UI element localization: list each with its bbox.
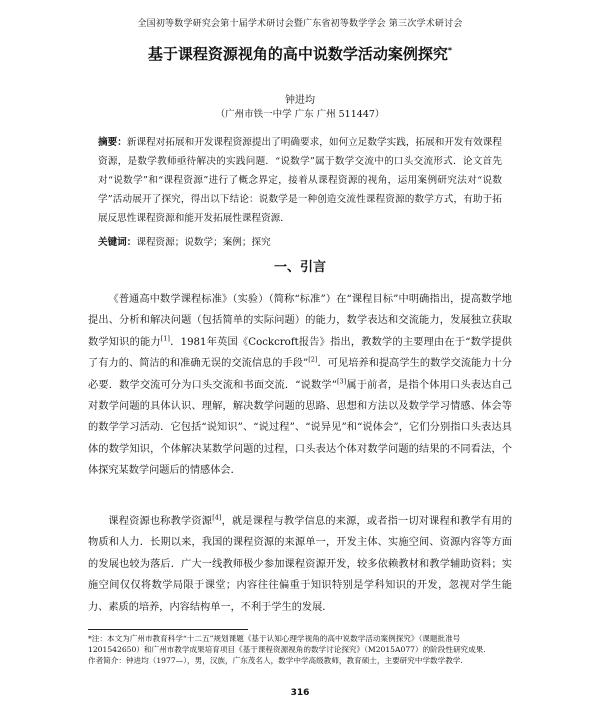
keywords-label: 关键词： — [98, 237, 137, 248]
p2-text-b: ，就是课程与教学信息的来源，或者指一切对课程和教学有用的物质和人力．长期以来，我国的课程资源的来源单一，开发主体、实施空间、资源内容等方面的发展也较为落后．广大一线教师极少参加课程资源开发，较多依赖教材和教学辅助资料；实施空间仅仅将数学局限于课堂；内容往往偏重于知识特别是学科知识的开发，忽视对学生能力、素质的培养，内容结构单一，不利于学生的发展． — [88, 516, 513, 613]
author-name: 钟进均 — [285, 95, 315, 106]
p1-text-a: 《普通高中数学课程标准》（实验）（简称“标准”）在“课程目标”中明确指出，提高数学地提出、分析和解决问题（包括简单的实际问题）的能力，数学表达和交流能力，发展独立获取数学知识的能力 — [88, 294, 512, 348]
keywords — [98, 234, 502, 248]
p2-text-a: 课程资源也称教学资源 — [108, 516, 213, 527]
p1-text-d: 属于前者，是指个体用口头表达自己对数学问题的具体认识、理解，解决数学问题的思路、思想和方法以及数学学习情感、体会等的数学学习活动．它包括“说知识”、“说过程”、“说异见”和“说体会”，它们分别指口头表达具体的数学知识，个体解决某数学问题的过程，口头表达个体对数学问题的结果的不同看法，个体探究某数学问题后的情感体会． — [88, 379, 513, 477]
paper-title-text: 基于课程资源视角的高中说数学活动案例探究 — [147, 45, 448, 63]
body-paragraph-2 — [88, 511, 512, 618]
footnote-divider — [88, 629, 248, 630]
page-number: 316 — [290, 688, 310, 698]
abstract-text: 新课程对拓展和开发课程资源提出了明确要求，如何立足数学实践，拓展和开发有效课程资源，是数学教师亟待解决的实践问题．“说数学”属于数学交流中的口头交流形式．论文首先对“说数学”和“课程资源”进行了概念界定，接着从课程资源的视角，运用案例研究法对“说数学”活动展开了探究，得出以下结论：说数学是一种创造交流性课程资源的数学方式，有助于拓展反思性课程资源和能开发拓展性课程资源． — [98, 137, 502, 224]
body-paragraph-1 — [88, 289, 512, 482]
paper-title — [0, 43, 600, 64]
section-heading: 一、引言 — [273, 260, 326, 275]
p1-text-b: ．1981年英国《Cockcroft报告》指出，教数学的主要理由在于“数学提供了有力的、简洁的和准确无误的交流信息的手段” — [88, 336, 512, 370]
author-affiliation: （广州市铁一中学 广东 广州 511447） — [215, 109, 385, 120]
p1-text-c: ．可见培养和提高学生的数学交流能力十分必要．数学交流可分为口头交流和书面交流．“说数学” — [88, 358, 512, 391]
footnotes — [88, 633, 512, 666]
abstract-label: 摘要： — [98, 137, 127, 148]
abstract — [98, 133, 502, 228]
running-header: 全国初等数学研究会第十届学术研讨会暨广东省初等数学学会 第三次学术研讨会 — [137, 19, 463, 29]
footnote-funding: *注：本文为广州市教育科学“十二五”规划课题《基于认知心理学视角的高中说数学活动案例探究》（课题批准号1201542650）和广州市教学成果培育项目《基于课程资源视角的数学讨论探究》（M2015A077）的阶段性研究成果. — [88, 634, 486, 654]
title-footnote-marker: * — [447, 46, 453, 55]
citation-2: [2] — [308, 355, 318, 364]
citation-1: [1] — [160, 334, 170, 343]
citation-3: [3] — [336, 377, 347, 386]
keywords-text: 课程资源；说数学；案例；探究 — [136, 237, 271, 248]
citation-4: [4] — [212, 513, 222, 522]
footnote-author-bio: 作者简介：钟进均（1977—），男，汉族，广东茂名人，数学中学高级教师，教育硕士，主要研究中学数学教学. — [88, 656, 463, 665]
